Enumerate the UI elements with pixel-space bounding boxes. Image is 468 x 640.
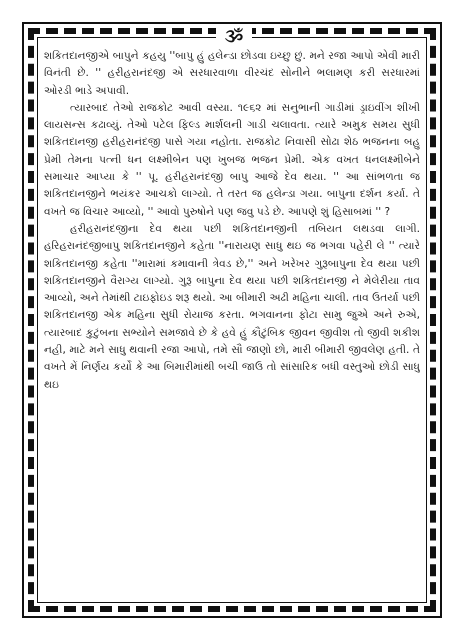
om-symbol-icon: ૐ — [216, 28, 252, 46]
paragraph-3: હરીહરાનંદજીના દેવ થયા પછી શકિતદાનજીની તબિયત લથડવા લાગી. હરિહરાનંદજીબાપુ શકિતદાનજીને કહેતા ''નારાયણ સાધુ થઇ જ ભગવા પહેરી લે '' ત્યારે શકિતદાનજી કહેતા ''મારામાં કમાવાની ત્રેવડ છે,'' અને ખરેખર ગુરૂબાપુના દેવ થયા પછી શકિતદાનજીને વૈરાગ્ય લાગ્યો. ગુરૂ બાપુના દેવ થયા પછી શકિતદાનજી ને મેલેરીયા તાવ આવ્યો, અને તેમાંથી ટાઇફોઇડ શરૂ થયો. આ બીમારી અઢી મહિના ચાલી. તાવ ઉતર્યા પછી શકિતદાનજી એક મહિના સુધી રોયાજ કરતા. ભગવાનના ફોટા સામુ જુએ અને રુએ, ત્યારબાદ કુટુંબના સભ્યોને સમજાવે છે કે હવે હું કૌટુંબિક જીવન જીવીશ તો જીવી શકીશ નહી, માટે મને સાધુ થવાની રજા આપો, તમે સૌ જાણો છો, મારી બીમારી જીવલેણ હતી. તે વખતે મેં નિર્ણય કર્યો કે આ બિમારીમાંથી બચી જાઉ તો સાંસારિક બધી વસ્તુઓ છોડી સાધુ થઇ — [44, 222, 420, 391]
paragraph-1: શકિતદાનજીએ બાપુને કહયુ ''બાપુ હું હલેન્ડા છોડવા ઇચ્છુ છું. મને રજા આપો એવી મારી વિનંતી છે. '' હરીહરાનંદજી એ સરધારવાળા વીરચંદ સોનીને ભલામણ કરી સરધારમાં ઓરડી ભાડે અપાવી. — [44, 50, 420, 97]
paragraph-2: ત્યારબાદ તેઓ રાજકોટ આવી વસ્યા. ૧૯૬૨ માં સનુભાની ગાડીમાં ડ્રાઇવીંગ શીખી લાયસન્સ કઢાવ્યું. તેઓ પટેલ ફિલ્ડ માર્શલની ગાડી ચલાવતા. ત્યારે અમુક સમય સુધી શકિતદાનજી હરીહરાનંદજી પાસે ગયા નહોતા. રાજકોટ નિવાસી સોઢા શેઠ ભજનના બહુ પ્રેમી તેમના પત્ની ધન લક્ષ્મીબેન પણ ખુબજ ભજન પ્રેમી. એક વખત ધનલક્ષ્મીબેને સમાચાર આપ્યા કે '' પૂ. હરીહરાનંદજી બાપુ આજે દેવ થયા. '' આ સાંભળતા જ શકિતદાનજીને ભયંકર આચકો લાગ્યો. તે તરત જ હલેન્ડા ગયા. બાપુના દર્શન કર્યા. તે વખતે જ વિચાર આવ્યો, '' આવો પુરુષોને પણ જવુ પડે છે. આપણે શું હિસાબમાં '' ? — [44, 101, 420, 218]
page-body-text — [44, 48, 420, 596]
